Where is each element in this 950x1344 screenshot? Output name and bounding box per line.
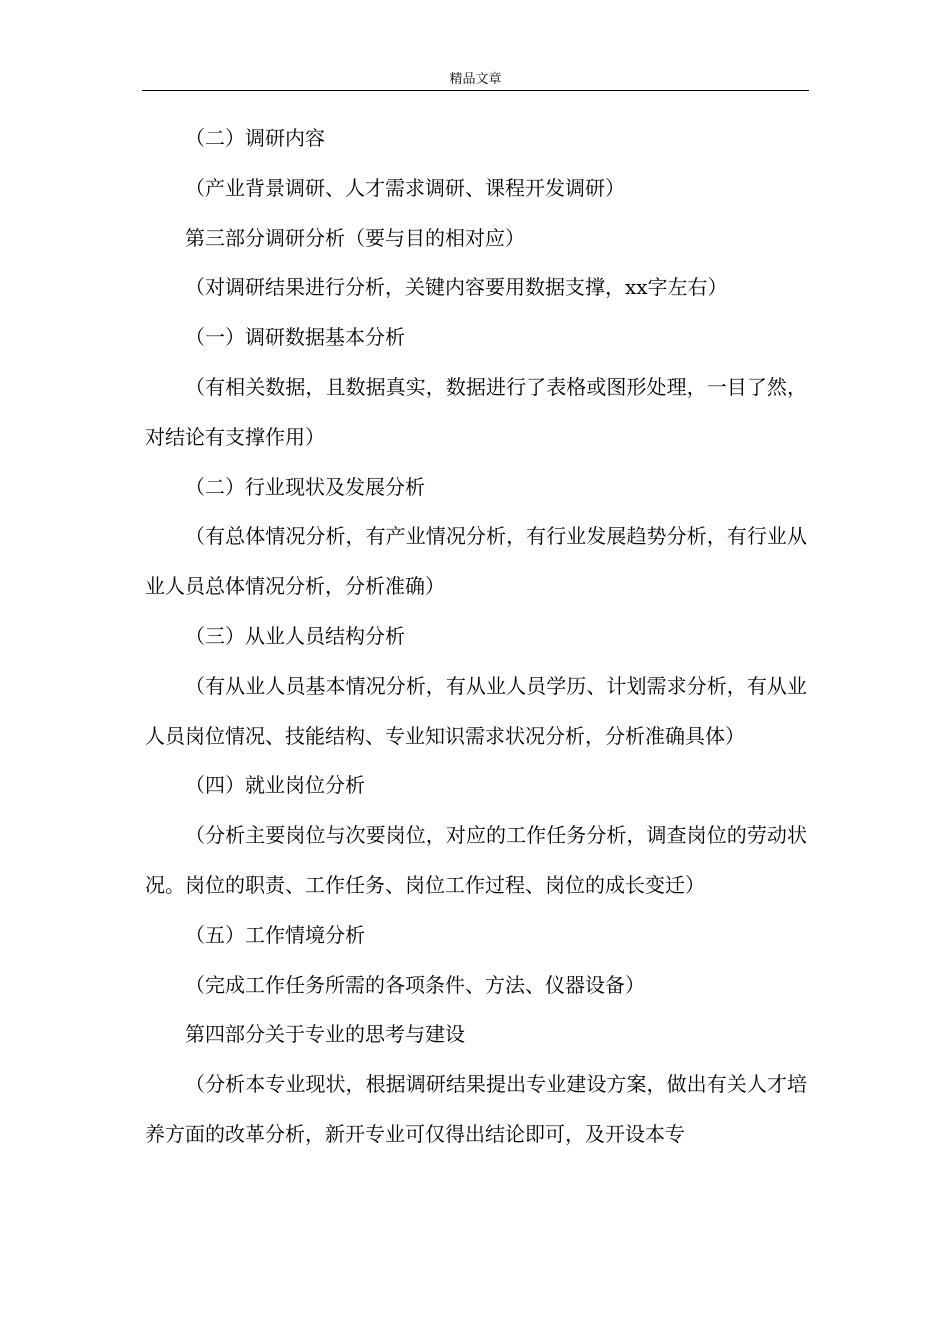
paragraph: （四）就业岗位分析 bbox=[185, 773, 365, 798]
paragraph: （产业背景调研、人才需求调研、课程开发调研） bbox=[185, 175, 625, 200]
page-header bbox=[142, 0, 809, 91]
paragraph: （有总体情况分析，有产业情况分析，有行业发展趋势分析，有行业从业人员总体情况分析，分析准确） bbox=[145, 524, 807, 599]
paragraph: （完成工作任务所需的各项条件、方法、仪器设备） bbox=[185, 972, 645, 997]
paragraph: （有从业人员基本情况分析，有从业人员学历、计划需求分析，有从业人员岗位情况、技能结构、专业知识需求状况分析，分析准确具体） bbox=[145, 673, 807, 748]
paragraph: （二）调研内容 bbox=[185, 126, 325, 150]
paragraph: （有相关数据，且数据真实，数据进行了表格或图形处理，一目了然，对结论有支撑作用） bbox=[145, 374, 807, 449]
paragraph: （五）工作情境分析 bbox=[185, 922, 365, 947]
paragraph: （三）从业人员结构分析 bbox=[185, 623, 405, 648]
paragraph: （分析主要岗位与次要岗位，对应的工作任务分析，调查岗位的劳动状况。岗位的职责、工作任务、岗位工作过程、岗位的成长变迁） bbox=[145, 823, 807, 897]
paragraph: （对调研结果进行分析，关键内容要用数据支撑，xx字左右） bbox=[185, 275, 728, 300]
document-body bbox=[145, 114, 807, 1160]
paragraph: （二）行业现状及发展分析 bbox=[185, 474, 425, 499]
paragraph: （一）调研数据基本分析 bbox=[185, 325, 405, 350]
paragraph: 第三部分调研分析（要与目的相对应） bbox=[185, 225, 525, 250]
paragraph: 第四部分关于专业的思考与建设 bbox=[185, 1022, 465, 1047]
paragraph: （分析本专业现状，根据调研结果提出专业建设方案，做出有关人才培养方面的改革分析，新开专业可仅得出结论即可，及开设本专 bbox=[145, 1072, 807, 1146]
header-title: 精品文章 bbox=[449, 72, 502, 87]
